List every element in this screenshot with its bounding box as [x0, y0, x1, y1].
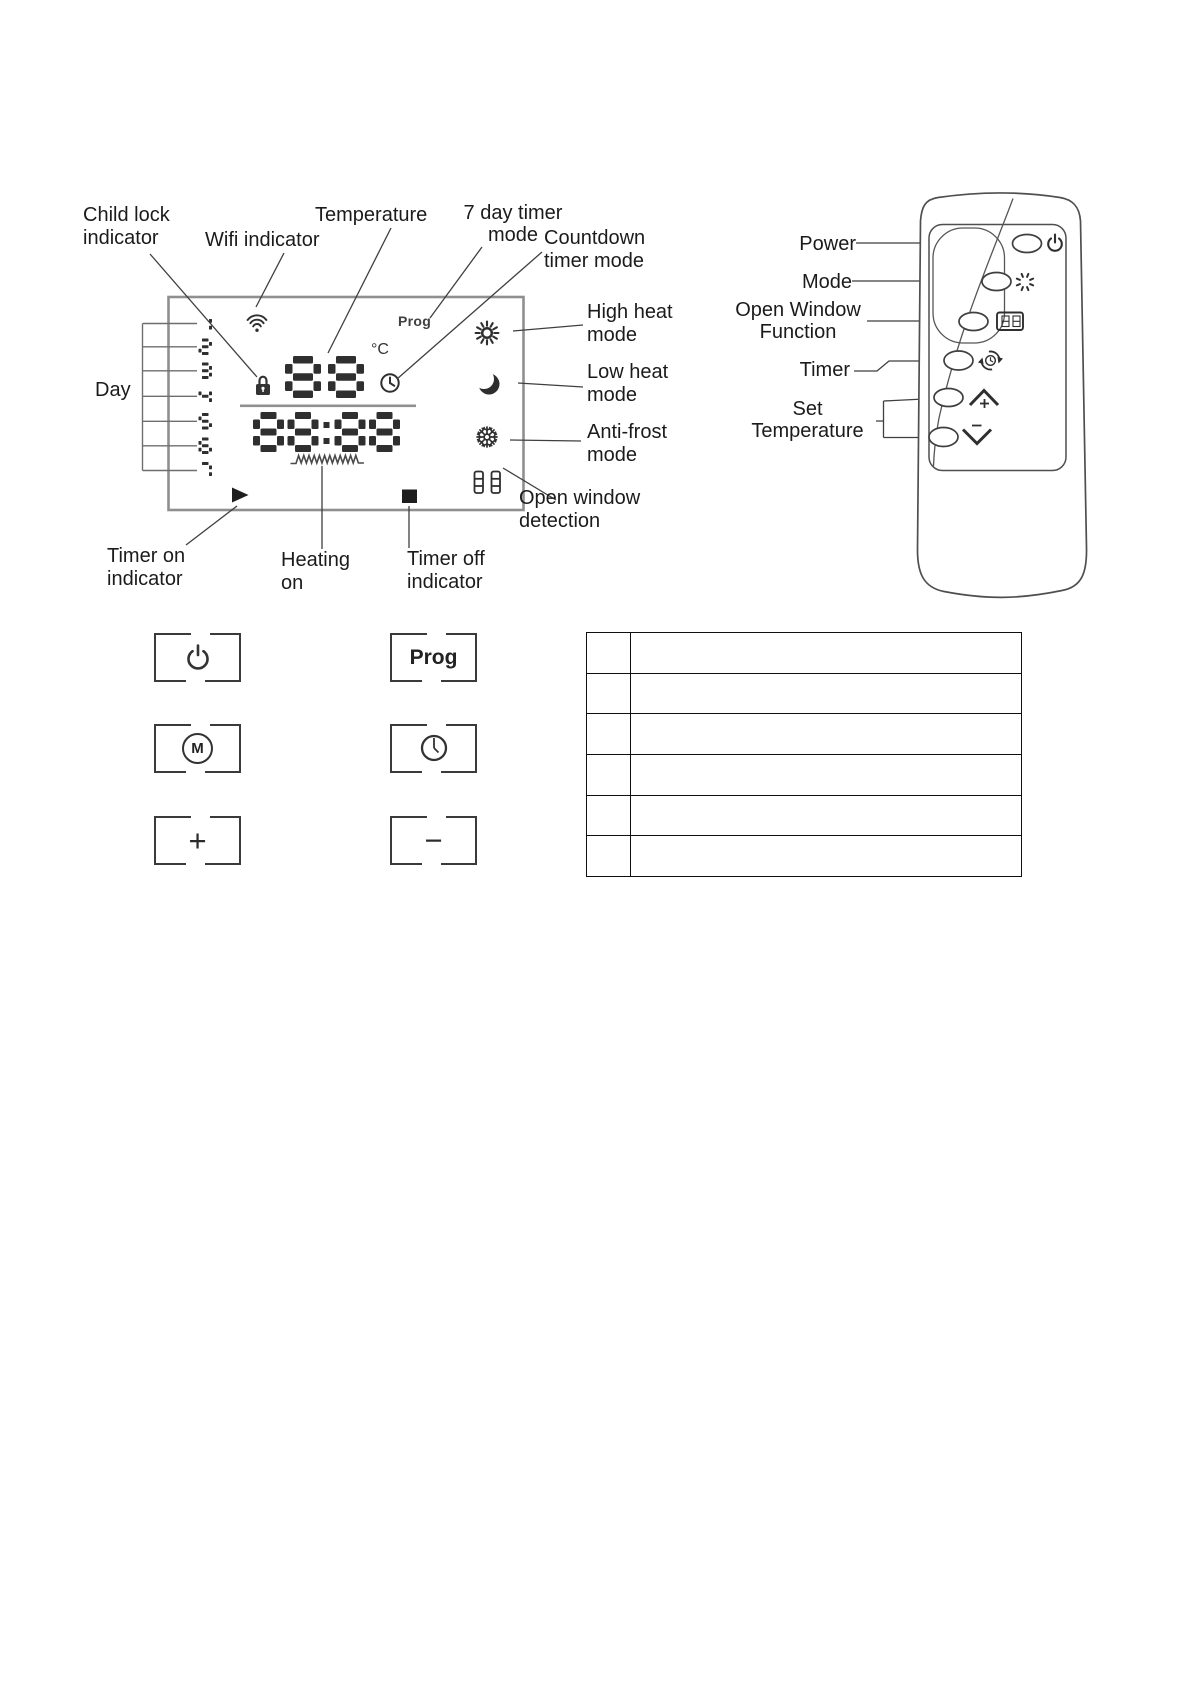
remote-mode-button [982, 273, 1011, 291]
mode-key [154, 724, 241, 773]
remote-control [918, 193, 1087, 597]
prog-key [390, 633, 477, 682]
timer-key [390, 724, 477, 773]
table-cell-description [631, 754, 1022, 795]
display-panel [169, 297, 524, 510]
plus-icon: + [188, 823, 207, 858]
timer-off-square-icon [402, 490, 417, 504]
table-cell-icon [587, 795, 631, 836]
high-heat-label: High heat mode [587, 301, 673, 346]
table-cell-icon [587, 633, 631, 674]
temperature-label: Temperature [315, 204, 428, 226]
table-cell-icon [587, 754, 631, 795]
clock-icon [419, 733, 449, 763]
mode-m-icon [182, 733, 213, 764]
remote-temp-down-button [929, 428, 958, 447]
power-icon [183, 642, 213, 674]
wifi-label: Wifi indicator [205, 229, 320, 251]
mode-label: Mode [801, 271, 852, 293]
table-cell-description [631, 714, 1022, 755]
table-row [587, 633, 1022, 674]
remote-timer-button [944, 351, 973, 370]
table-cell-description [631, 673, 1022, 714]
table-row [587, 754, 1022, 795]
open-window-detection-label: Open window detection [519, 487, 641, 532]
spec-table [586, 632, 1022, 877]
remote-temp-up-button [934, 389, 963, 407]
prog-key-label: Prog [409, 645, 458, 669]
mode-key-label: M [191, 739, 204, 757]
set-temperature-label: Set Temperature [751, 398, 864, 442]
table-cell-description [631, 836, 1022, 877]
increase-key [154, 816, 241, 865]
open-window-function-label: Open Window Function [735, 299, 861, 343]
table-row [587, 836, 1022, 877]
day-label: Day [95, 379, 131, 401]
prog-indicator: Prog [398, 313, 432, 329]
low-heat-label: Low heat mode [587, 361, 669, 406]
seven-day-timer-label: 7 day timer mode [463, 202, 563, 246]
table-cell-icon [587, 714, 631, 755]
table-cell-icon [587, 673, 631, 714]
decrease-key [390, 816, 477, 865]
power-label: Power [799, 233, 856, 255]
countdown-timer-label: Countdown timer mode [544, 227, 646, 272]
table-cell-description [631, 633, 1022, 674]
remote-power-button [1013, 235, 1042, 253]
display-separator [240, 405, 416, 408]
anti-frost-label: Anti-frost mode [587, 421, 668, 466]
table-cell-description [631, 795, 1022, 836]
temp-unit: °C [371, 341, 389, 358]
child-lock-label: Child lock indicator [83, 204, 170, 249]
power-key [154, 633, 241, 682]
timer-label: Timer [799, 359, 850, 381]
remote-open-window-button [959, 313, 988, 331]
heating-on-label: Heating on [281, 549, 350, 594]
table-row [587, 673, 1022, 714]
table-row [587, 795, 1022, 836]
minus-icon: − [424, 823, 443, 858]
timer-on-label: Timer on indicator [107, 545, 186, 590]
table-row [587, 714, 1022, 755]
timer-off-label: Timer off indicator [407, 548, 485, 593]
table-cell-icon [587, 836, 631, 877]
